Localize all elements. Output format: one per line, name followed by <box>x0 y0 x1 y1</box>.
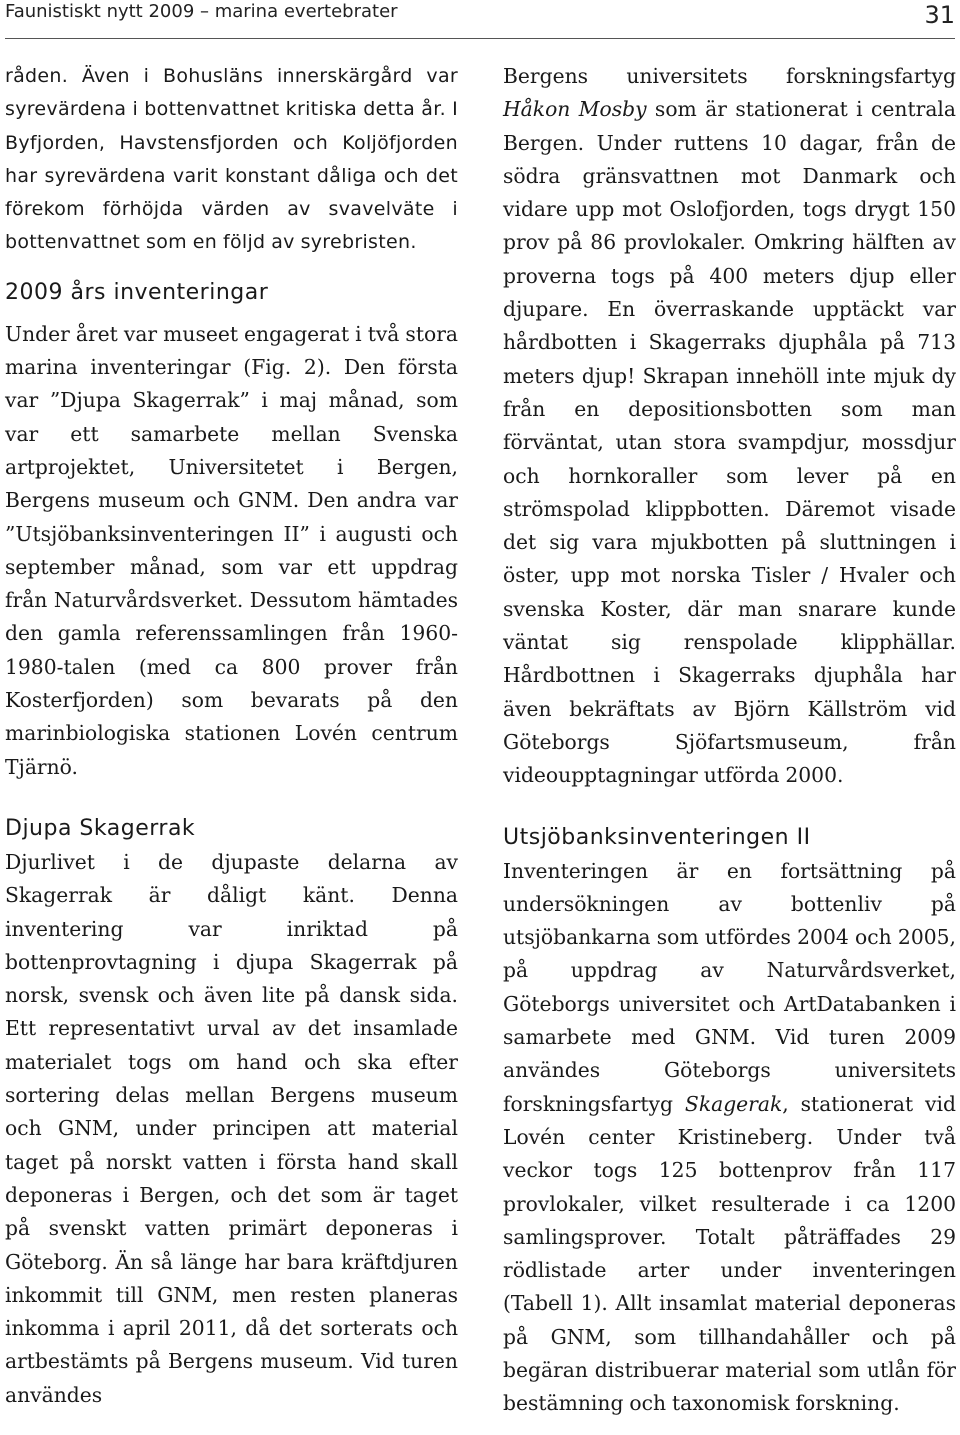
utsjobanks-text-a: Inventeringen är en fortsättning på undersökningen av bottenliv på utsjöbankarna som utfördes 2004 och 2005, på uppdrag av Naturvårdsverket, Göteborgs universitet och ArtDatabanken i samarbete med GNM. Vid turen 2009 användes Göteborgs universitets forskningsfartyg <box>503 858 956 1116</box>
utsjobanks-paragraph <box>503 855 956 1421</box>
vessel-name-skagerak: Skagerak <box>684 1091 783 1116</box>
continued-paragraph <box>503 60 956 793</box>
section-heading-utsjobanks: Utsjöbanksinventeringen II <box>503 824 811 850</box>
left-column <box>5 60 458 1412</box>
utsjobanks-text-b: , stationerat vid Lovén center Kristineberg. Under två veckor togs 125 bottenprov från 117 provlokaler, vilket resulterade i ca 1200 samlingsprover. Totalt påträffades 29 rödlistade arter under inventeringen (Tabell 1). Allt insamlat material deponeras på GNM, som tillhandahåller och på begäran distribuerar material som utlån för bestämning och taxonomisk forskning. <box>503 1091 956 1416</box>
continued-text-a: Bergens universitets forskningsfartyg <box>503 64 956 88</box>
section-heading-inventeringar: 2009 års inventeringar <box>5 279 269 305</box>
intro-paragraph: råden. Även i Bohusläns innerskärgård var syrevärdena i bottenvattnet kritiska detta år. I Byfjorden, Havstensfjorden och Koljöfjorden har syrevärdena varit konstant dåliga och det förekom förhöjda värden av svavelväte i bottenvattnet som en följd av syrebristen. <box>5 65 458 254</box>
vessel-name-hakon-mosby: Håkon Mosby <box>503 97 647 122</box>
djupa-skagerrak-paragraph: Djurlivet i de djupaste delarna av Skagerrak är dåligt känt. Denna inventering var inriktad på bottenprovtagning i djupa Skagerrak på norsk, svensk och även lite på dansk sida. Ett representativt urval av det insamlade materialet togs om hand och ska efter sortering delas mellan Bergens museum och GNM, under principen att material taget på norskt vatten i första hand skall deponeras i Bergen, och det som är taget på svenskt vatten primärt deponeras i Göteborg. Än så länge har bara kräftdjuren inkommit till GNM, men resten planeras inkomma i april 2011, då det sorterats och artbestämts på Bergens museum. Vid turen användes <box>5 849 458 1407</box>
continued-text-b: som är stationerat i centrala Bergen. Under ruttens 10 dagar, från de södra gränsvattnen mot Danmark och vidare upp mot Oslofjorden, togs drygt 150 prov på 86 provlokaler. Omkring hälften av proverna togs på 400 meters djup eller djupare. En överraskande upptäckt var hårdbotten i Skagerraks djuphåla på 713 meters djup! Skrapan innehöll inte mjuk dy från en depositionsbotten som man förväntat, utan stora svampdjur, mossdjur och hornkoraller som lever på en strömspolad klippbotten. Däremot visade det sig vara mjukbotten på sluttningen i öster, upp mot norska Tisler / Hvaler och svenska Koster, där man snarare kunde väntat sig renspolade klipphällar. Hårdbottnen i Skagerraks djuphåla har även bekräftats av Björn Källström vid Göteborgs Sjöfartsmuseum, från videoupptagningar utförda 2000. <box>503 97 956 788</box>
header-rule <box>5 38 955 39</box>
section-heading-djupa-skagerrak: Djupa Skagerrak <box>5 815 196 841</box>
running-header <box>5 0 955 36</box>
inventeringar-paragraph: Under året var museet engagerat i två stora marina inventeringar (Fig. 2). Den första var ”Djupa Skagerrak” i maj månad, som var ett samarbete mellan Svenska artprojektet, Universitetet i Bergen, Bergens museum och GNM. Den andra var ”Utsjöbanksinventeringen II” i augusti och september månad, som var ett uppdrag från Naturvårdsverket. Dessutom hämtades den gamla referenssamlingen från 1960-1980-talen (med ca 800 prover från Kosterfjorden) som bevarats på den marinbiologiska stationen Lovén centrum Tjärnö. <box>5 321 458 779</box>
journal-title: Faunistiskt nytt 2009 – marina evertebrater <box>5 1 398 22</box>
page-number: 31 <box>924 1 955 29</box>
right-column <box>503 60 956 1421</box>
